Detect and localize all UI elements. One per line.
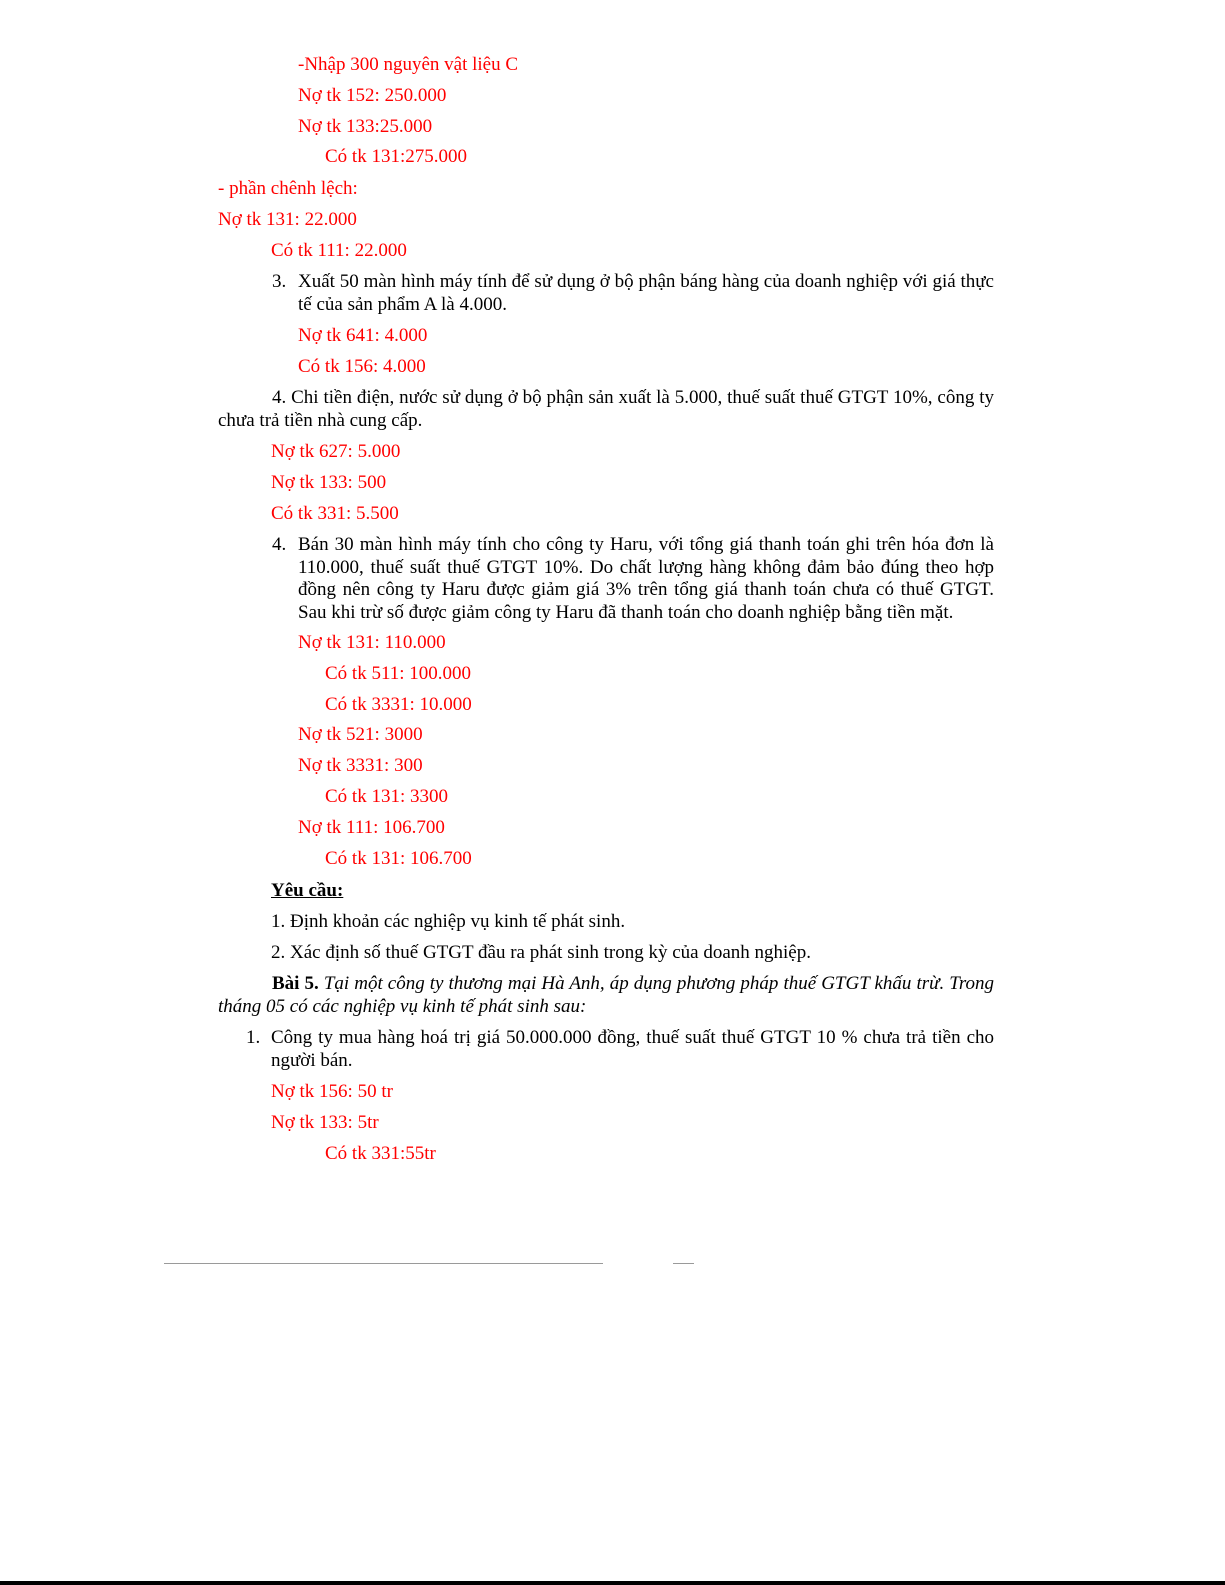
entry-line: Nợ tk 521: 3000 — [298, 724, 423, 745]
item-number: 3. — [272, 271, 287, 292]
entry-line: Có tk 131: 3300 — [325, 786, 448, 807]
entry-line: Nợ tk 156: 50 tr — [271, 1081, 393, 1102]
item-number: 1. — [246, 1027, 261, 1048]
entry-line: Có tk 3331: 10.000 — [325, 694, 472, 715]
item-paragraph: Bán 30 màn hình máy tính cho công ty Haru, với tổng giá thanh toán ghi trên hóa đơn là 110.000, thuế suất thuế GTGT 10%. Do chất lượng hàng không đảm bảo đúng theo hợp đồng nên công ty Haru được giảm giá 3% trên tổng giá thanh toán chưa có thuế GTGT. Sau khi trừ số được giảm công ty Haru đã thanh toán cho doanh nghiệp bằng tiền mặt. — [298, 534, 994, 623]
entry-line: Nợ tk 152: 250.000 — [298, 85, 447, 106]
item-paragraph: Xuất 50 màn hình máy tính để sử dụng ở bộ phận báng hàng của doanh nghiệp với giá thực tế của sản phẩm A là 4.000. — [298, 271, 994, 315]
requirement-item: 1. Định khoản các nghiệp vụ kinh tế phát sinh. — [271, 911, 626, 932]
entry-line: Nợ tk 133:25.000 — [298, 116, 433, 137]
entry-line: Nợ tk 111: 106.700 — [298, 817, 445, 838]
entry-line: Nợ tk 133: 5tr — [271, 1112, 379, 1133]
entry-line: Có tk 331: 5.500 — [271, 503, 399, 524]
exercise-intro-text: Tại một công ty thương mại Hà Anh, áp dụng phương pháp thuế GTGT khấu trừ. Trong tháng 05 có các nghiệp vụ kinh tế phát sinh sau: — [218, 973, 995, 1017]
entry-line: Có tk 131:275.000 — [325, 146, 467, 167]
entry-line: Nợ tk 627: 5.000 — [271, 441, 401, 462]
entry-line: Nợ tk 3331: 300 — [298, 755, 423, 776]
requirements-heading: Yêu cầu: — [271, 880, 344, 901]
exercise-label: Bài 5. — [272, 973, 319, 994]
entry-line: Nợ tk 641: 4.000 — [298, 325, 428, 346]
entry-line: - phần chênh lệch: — [218, 178, 358, 199]
entry-line: Có tk 331:55tr — [325, 1143, 436, 1164]
separator-gap — [603, 1262, 673, 1265]
entry-line: Có tk 131: 106.700 — [325, 848, 472, 869]
page-bottom-border — [0, 1581, 1225, 1585]
entry-line: Có tk 156: 4.000 — [298, 356, 426, 377]
entry-line: Có tk 111: 22.000 — [271, 240, 407, 261]
entry-line: Có tk 511: 100.000 — [325, 663, 472, 684]
item-number: 4. — [272, 534, 287, 555]
item-paragraph: 4. Chi tiền điện, nước sử dụng ở bộ phận sản xuất là 5.000, thuế suất thuế GTGT 10%, công ty chưa trả tiền nhà cung cấp. — [218, 387, 994, 431]
entry-line: Nợ tk 133: 500 — [271, 472, 387, 493]
entry-line: Nợ tk 131: 22.000 — [218, 209, 357, 230]
exercise-intro — [218, 973, 994, 1018]
entry-line: Nợ tk 131: 110.000 — [298, 632, 446, 653]
requirement-item: 2. Xác định số thuế GTGT đầu ra phát sinh trong kỳ của doanh nghiệp. — [271, 942, 811, 963]
entry-line: -Nhập 300 nguyên vật liệu C — [298, 54, 519, 75]
item-paragraph: Công ty mua hàng hoá trị giá 50.000.000 đồng, thuế suất thuế GTGT 10 % chưa trả tiền cho người bán. — [271, 1027, 994, 1071]
